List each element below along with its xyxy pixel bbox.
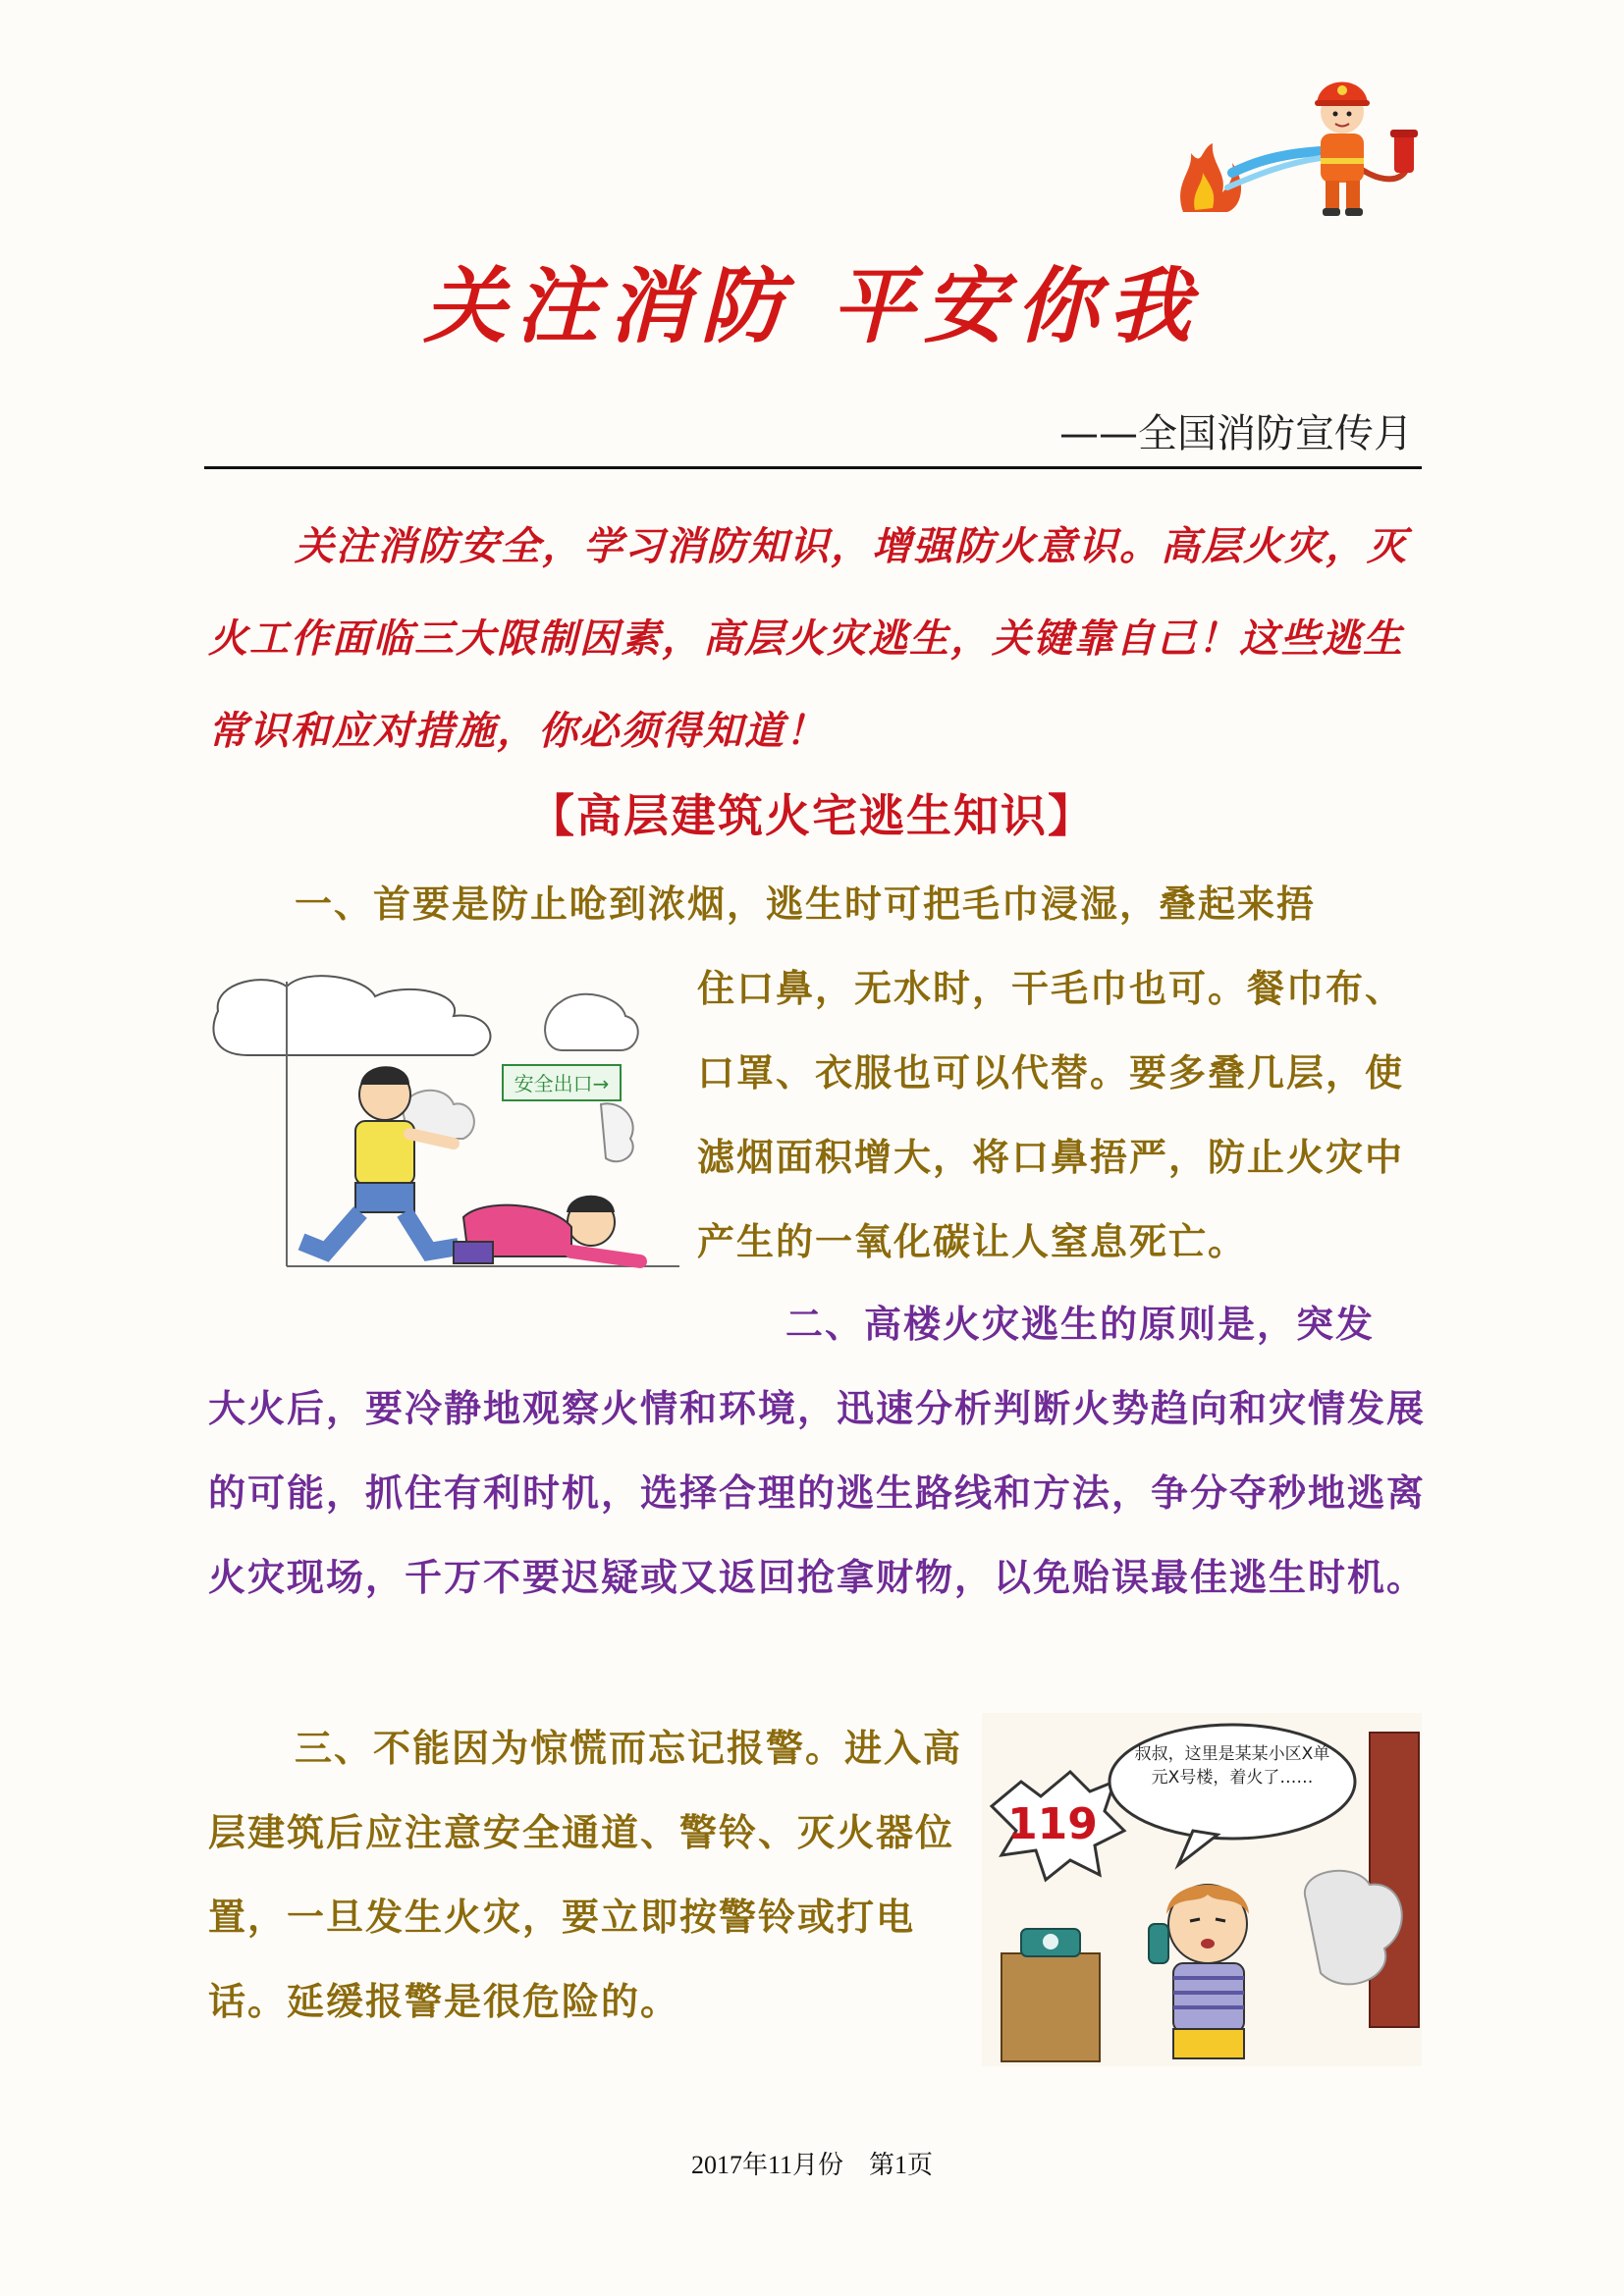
paragraph-2-body: 大火后，要冷静地观察火情和环境，迅速分析判断火势趋向和灾情发展的可能，抓住有利时机，选择合理的逃生路线和方法，争分夺秒地逃离火灾现场，千万不要迟疑或又返回抢拿财物，以免贻误最佳逃生时机。 [208,1386,1427,1599]
section-heading: 【高层建筑火宅逃生知识】 [529,789,1095,842]
page-footer: 2017年11月份 第1页 [690,2151,934,2179]
paragraph-2 [208,1282,1426,1620]
paragraph-3: 三、不能因为惊慌而忘记报警。进入高层建筑后应注意安全通道、警铃、灭火器位置，一旦发生火灾，要立即按警铃或打电话。延缓报警是很危险的。 [208,1726,963,2023]
header-divider [204,466,1422,469]
emergency-call-illustration [982,1713,1422,2066]
paragraph-2-first-line: 二、高楼火灾逃生的原则是，突发 [785,1302,1376,1346]
firefighter-mascot-icon [1173,65,1419,222]
intro-paragraph: 关注消防安全，学习消防知识，增强防火意识。高层火灾，灭火工作面临三大限制因素，高层火灾逃生，关键靠自己！这些逃生常识和应对措施，你必须得知道！ [208,523,1408,754]
page-title: 关注消防 平安你我 [423,257,1201,354]
paragraph-1-first-line: 一、首要是防止呛到浓烟，逃生时可把毛巾浸湿，叠起来捂 [295,881,1317,926]
page-subtitle: ——全国消防宣传月 [1059,411,1413,456]
speech-bubble-text: 叔叔，这里是某某小区X单元X号楼，着火了…… [1134,1744,1330,1788]
phone-number-text: 119 [1007,1799,1098,1849]
exit-sign-text: 安全出口→ [514,1072,610,1095]
paragraph-1-body: 住口鼻，无水时，干毛巾也可。餐巾布、口罩、衣服也可以代替。要多叠几层，使滤烟面积增大，将口鼻捂严，防止火灾中产生的一氧化碳让人窒息死亡。 [697,966,1405,1263]
smoke-escape-illustration [208,972,689,1296]
